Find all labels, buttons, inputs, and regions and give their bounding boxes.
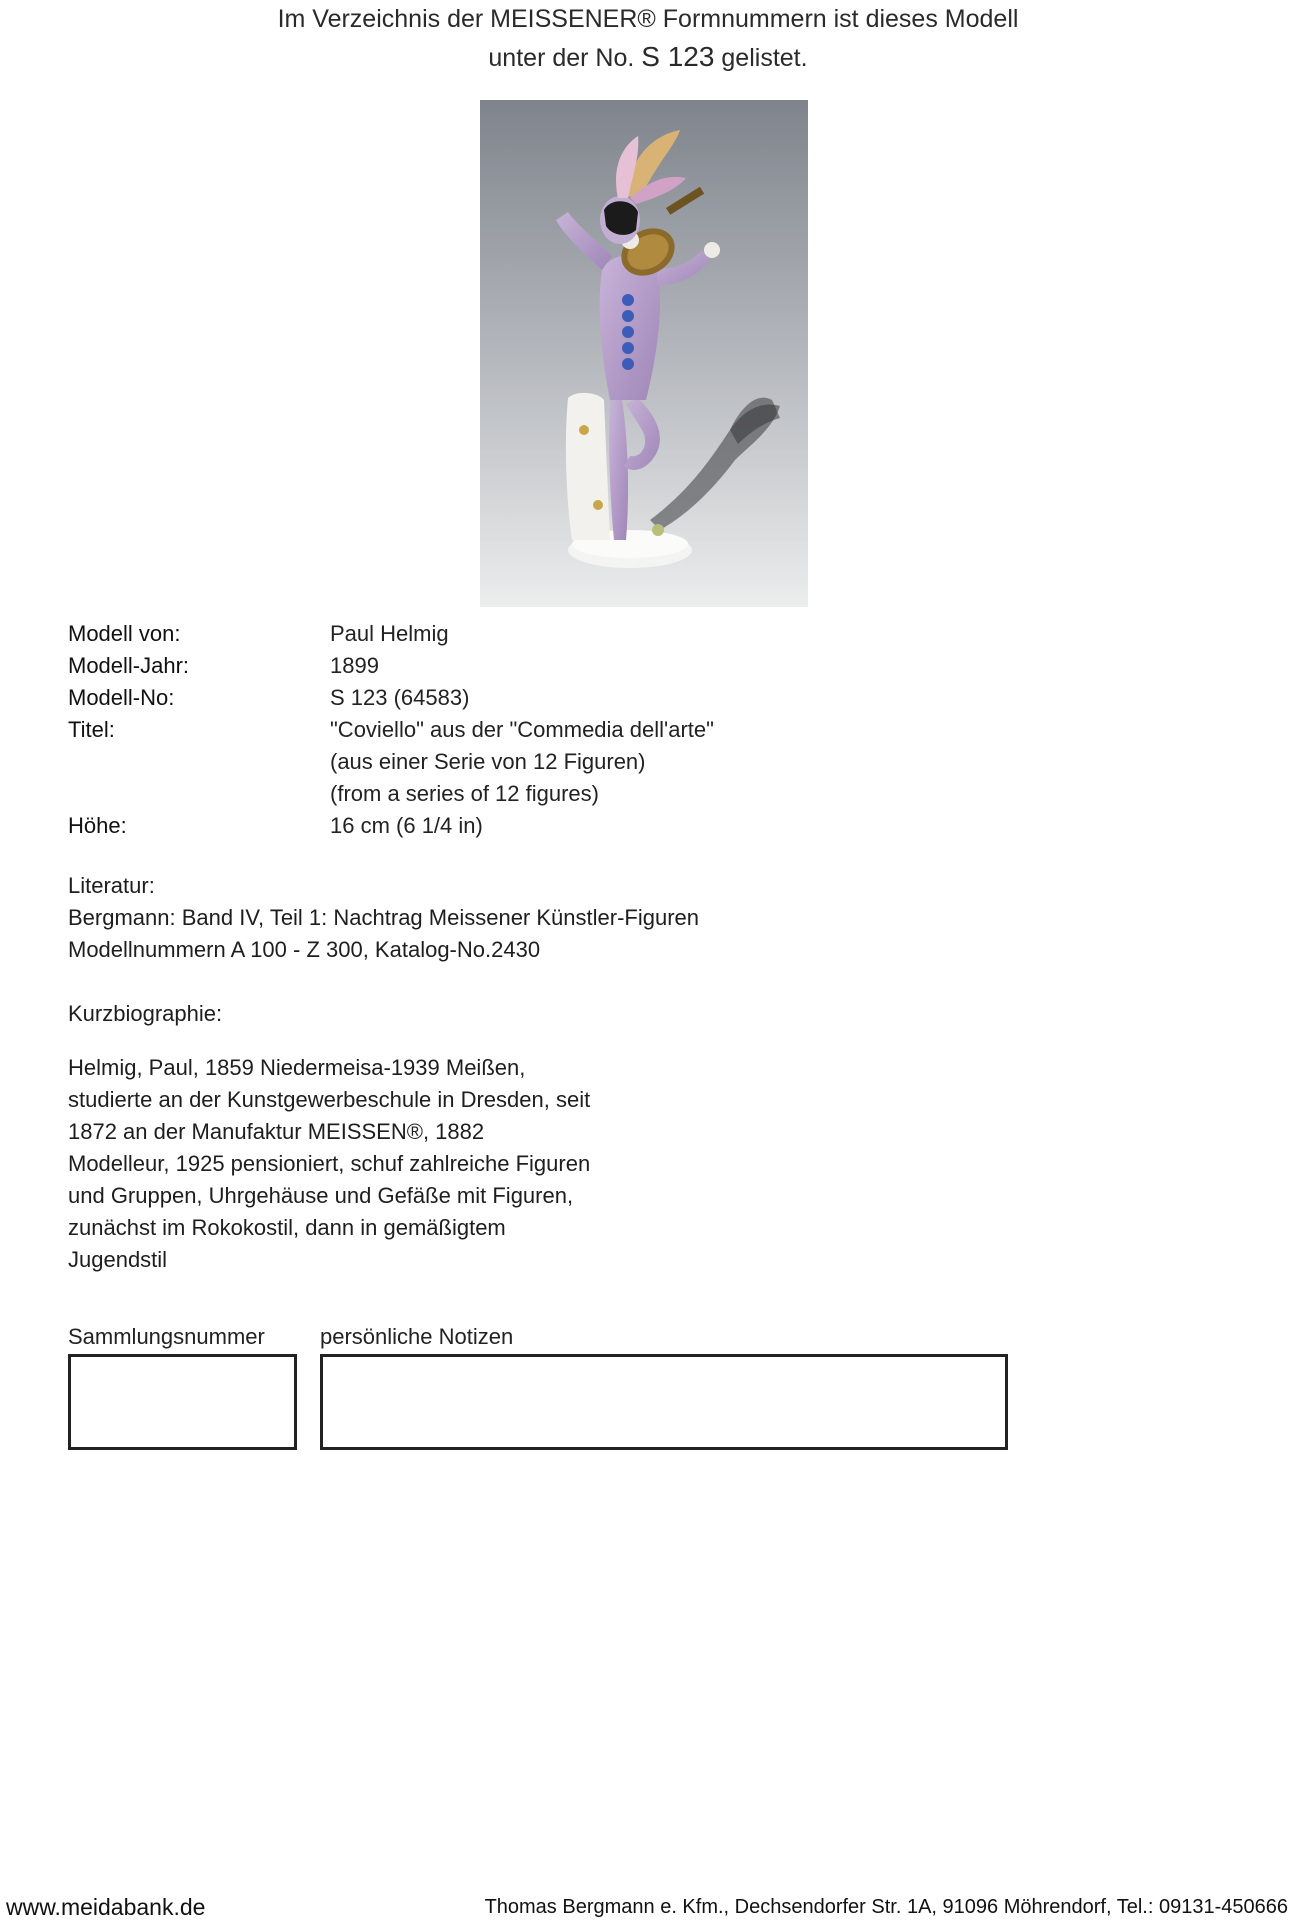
spec-value: S 123 (64583) bbox=[330, 685, 470, 710]
spec-label: Modell von: bbox=[68, 621, 181, 646]
header-model-number: S 123 bbox=[641, 41, 715, 72]
spec-value: 16 cm (6 1/4 in) bbox=[330, 813, 483, 838]
bio-text bbox=[68, 1052, 668, 1276]
spec-value: Paul Helmig bbox=[330, 621, 449, 646]
bio-line: Helmig, Paul, 1859 Niedermeisa-1939 Meißen, bbox=[68, 1055, 526, 1080]
spec-row bbox=[68, 810, 714, 842]
header-suffix: gelistet. bbox=[721, 44, 808, 72]
spec-label: Modell-Jahr: bbox=[68, 653, 190, 678]
bio-line: studierte an der Kunstgewerbeschule in Dresden, seit bbox=[68, 1087, 591, 1112]
bio-line: und Gruppen, Uhrgehäuse und Gefäße mit Figuren, bbox=[68, 1183, 574, 1208]
literature-line: Modellnummern A 100 - Z 300, Katalog-No.2430 bbox=[68, 937, 541, 962]
literature-line: Bergmann: Band IV, Teil 1: Nachtrag Meissener Künstler-Figuren bbox=[68, 905, 699, 930]
bio-heading: Kurzbiographie: bbox=[68, 1001, 223, 1026]
footer-address: Thomas Bergmann e. Kfm., Dechsendorfer Str. 1A, 91096 Möhrendorf, Tel.: 09131-450666 bbox=[484, 1896, 1288, 1918]
footer-website[interactable]: www.meidabank.de bbox=[6, 1894, 206, 1920]
spec-row bbox=[68, 650, 714, 682]
spec-row bbox=[68, 682, 714, 714]
spec-value: (aus einer Serie von 12 Figuren) bbox=[330, 749, 646, 774]
spec-row bbox=[68, 714, 714, 746]
spec-value: (from a series of 12 figures) bbox=[330, 781, 599, 806]
literature-section bbox=[68, 870, 699, 966]
spec-value: "Coviello" aus der "Commedia dell'arte" bbox=[330, 717, 714, 742]
spec-row bbox=[68, 778, 714, 810]
spec-label bbox=[68, 746, 330, 778]
bio-line: Jugendstil bbox=[68, 1247, 168, 1272]
personal-notes-field[interactable] bbox=[320, 1354, 1008, 1450]
spec-row bbox=[68, 746, 714, 778]
bio-line: 1872 an der Manufaktur MEISSEN®, 1882 bbox=[68, 1119, 485, 1144]
header-prefix: unter der No. bbox=[488, 44, 635, 72]
spec-label: Höhe: bbox=[68, 813, 127, 838]
figurine-photo bbox=[480, 100, 808, 607]
bio-line: zunächst im Rokokostil, dann in gemäßigtem bbox=[68, 1215, 506, 1240]
spec-label: Modell-No: bbox=[68, 685, 175, 710]
collection-number-label: Sammlungsnummer bbox=[68, 1324, 265, 1349]
spec-label bbox=[68, 778, 330, 810]
spec-label: Titel: bbox=[68, 717, 115, 742]
bio-line: Modelleur, 1925 pensioniert, schuf zahlreiche Figuren bbox=[68, 1151, 591, 1176]
spec-table bbox=[68, 618, 714, 842]
header-line-2 bbox=[0, 38, 1296, 77]
spec-value: 1899 bbox=[330, 653, 379, 678]
personal-notes-label: persönliche Notizen bbox=[320, 1324, 514, 1349]
page-header bbox=[0, 0, 1296, 77]
spec-row bbox=[68, 618, 714, 650]
header-line-1: Im Verzeichnis der MEISSENER® Formnummern ist dieses Modell bbox=[277, 5, 1019, 33]
collection-number-field[interactable] bbox=[68, 1354, 297, 1450]
literature-heading: Literatur: bbox=[68, 873, 155, 898]
